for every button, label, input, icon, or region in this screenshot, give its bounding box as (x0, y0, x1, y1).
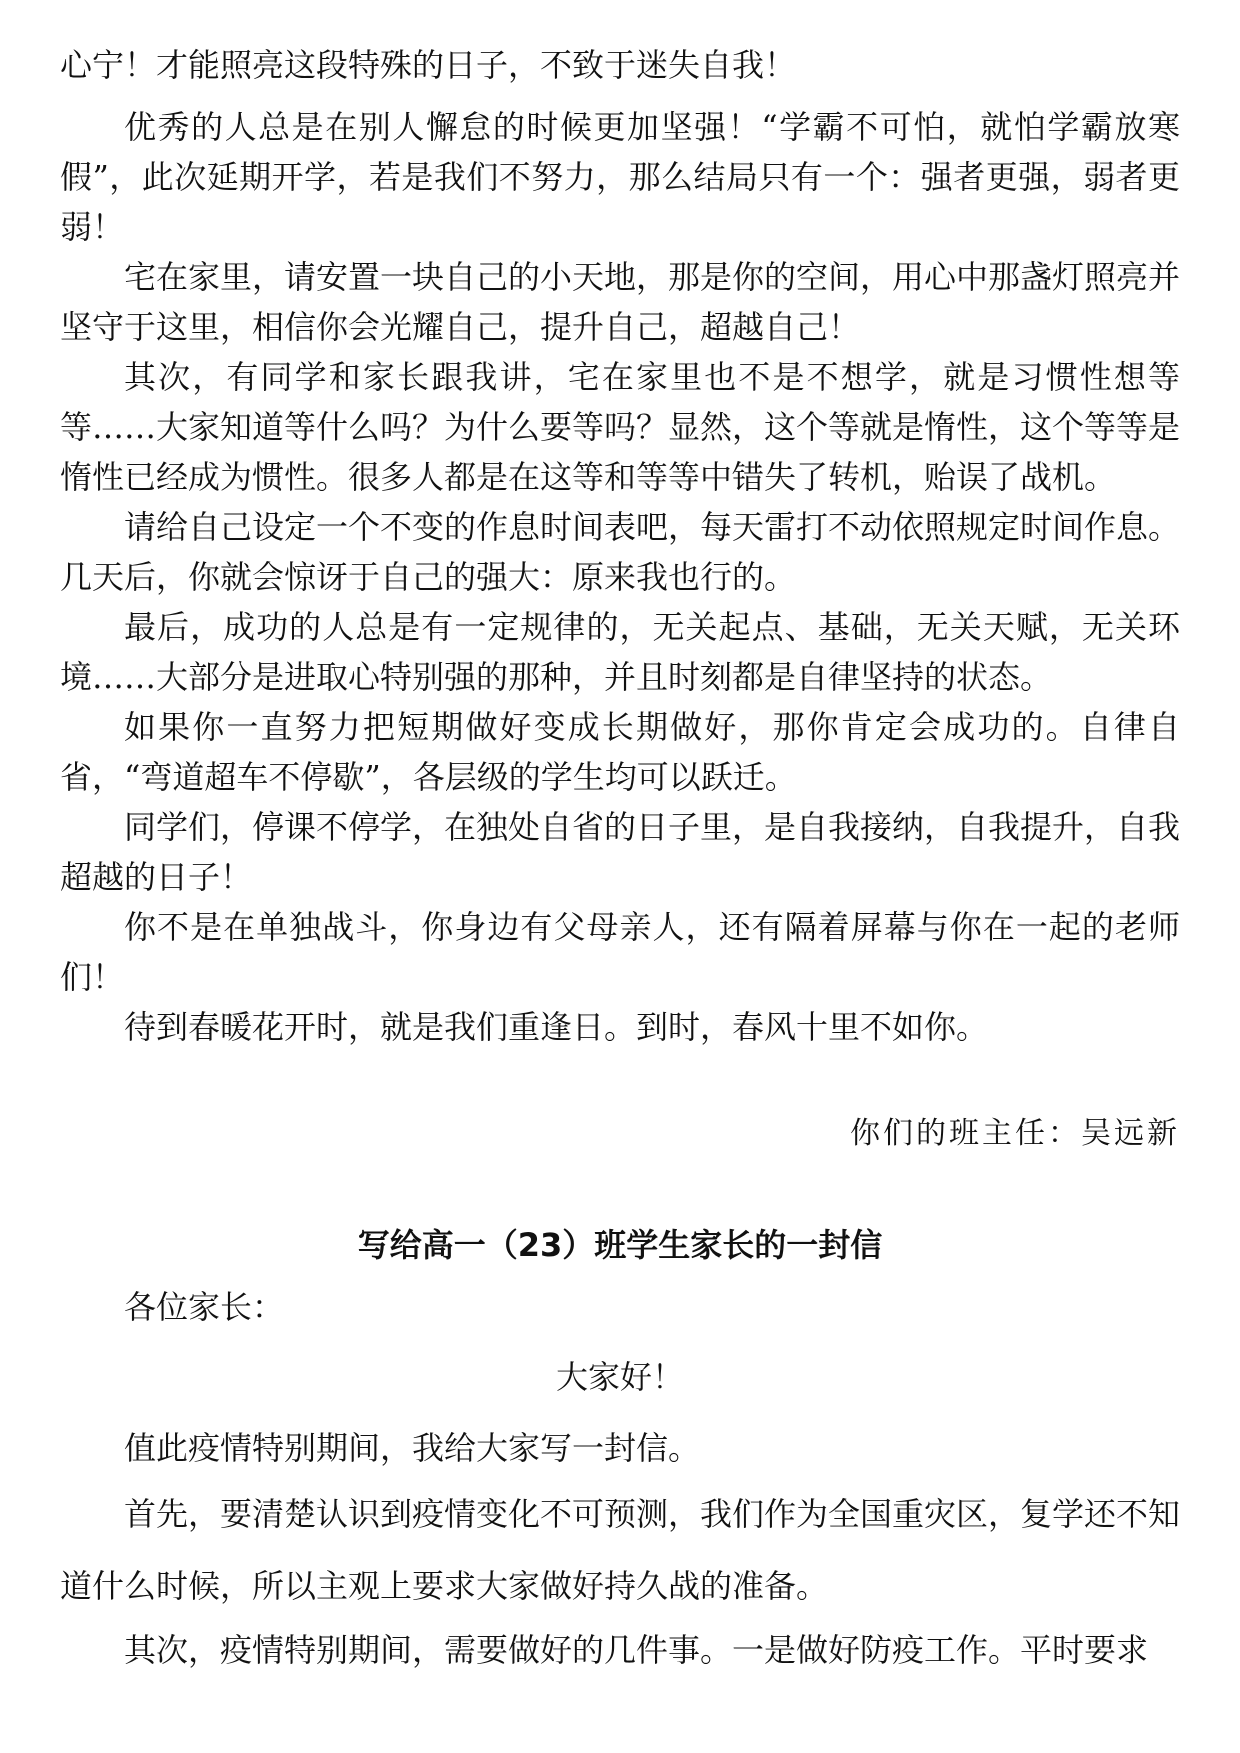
salutation: 各位家长： (124, 1288, 285, 1326)
letter-title: 写给高一（23）班学生家长的一封信 (357, 1226, 883, 1264)
letter2-paragraph-2: 首先，要清楚认识到疫情变化不可预测，我们作为全国重灾区，复学还不知道什么时候，所以主观上要求大家做好持久战的准备。 (60, 1495, 1181, 1605)
letter1-paragraph-8: 同学们，停课不停学，在独处自省的日子里，是自我接纳，自我提升，自我超越的日子！ (60, 808, 1181, 896)
letter1-paragraph-10: 待到春暖花开时，就是我们重逢日。到时，春风十里不如你。 (124, 1008, 989, 1046)
letter1-paragraph-9: 你不是在单独战斗，你身边有父母亲人，还有隔着屏幕与你在一起的老师们！ (60, 908, 1180, 996)
letter1-paragraph-1: 心宁！才能照亮这段特殊的日子，不致于迷失自我！ (60, 46, 797, 84)
letter2-paragraph-1: 值此疫情特别期间，我给大家写一封信。 (124, 1429, 701, 1467)
letter1-paragraph-2: 优秀的人总是在别人懈怠的时候更加坚强！“学霸不可怕，就怕学霸放寒假”，此次延期开学，若是我们不努力，那么结局只有一个：强者更强，弱者更弱！ (60, 108, 1180, 246)
letter1-paragraph-4: 其次，有同学和家长跟我讲，宅在家里也不是不想学，就是习惯性想等等……大家知道等什么吗？为什么要等吗？显然，这个等就是惰性，这个等等是惰性已经成为惯性。很多人都是在这等和等等中错失了转机，贻误了战机。 (60, 358, 1181, 496)
signature: 你们的班主任：吴远新 (850, 1116, 1180, 1151)
letter1-paragraph-3: 宅在家里，请安置一块自己的小天地，那是你的空间，用心中那盏灯照亮并坚守于这里，相信你会光耀自己，提升自己，超越自己！ (60, 258, 1181, 346)
greeting: 大家好！ (555, 1358, 684, 1396)
letter1-paragraph-6: 最后，成功的人总是有一定规律的，无关起点、基础，无关天赋，无关环境……大部分是进取心特别强的那种，并且时刻都是自律坚持的状态。 (60, 608, 1180, 696)
letter1-paragraph-5: 请给自己设定一个不变的作息时间表吧，每天雷打不动依照规定时间作息。几天后，你就会惊讶于自己的强大：原来我也行的。 (60, 508, 1181, 596)
letter1-paragraph-7: 如果你一直努力把短期做好变成长期做好，那你肯定会成功的。自律自省，“弯道超车不停歇”，各层级的学生均可以跃迁。 (60, 708, 1180, 796)
letter2-paragraph-3: 其次，疫情特别期间，需要做好的几件事。一是做好防疫工作。平时要求 (124, 1631, 1149, 1669)
